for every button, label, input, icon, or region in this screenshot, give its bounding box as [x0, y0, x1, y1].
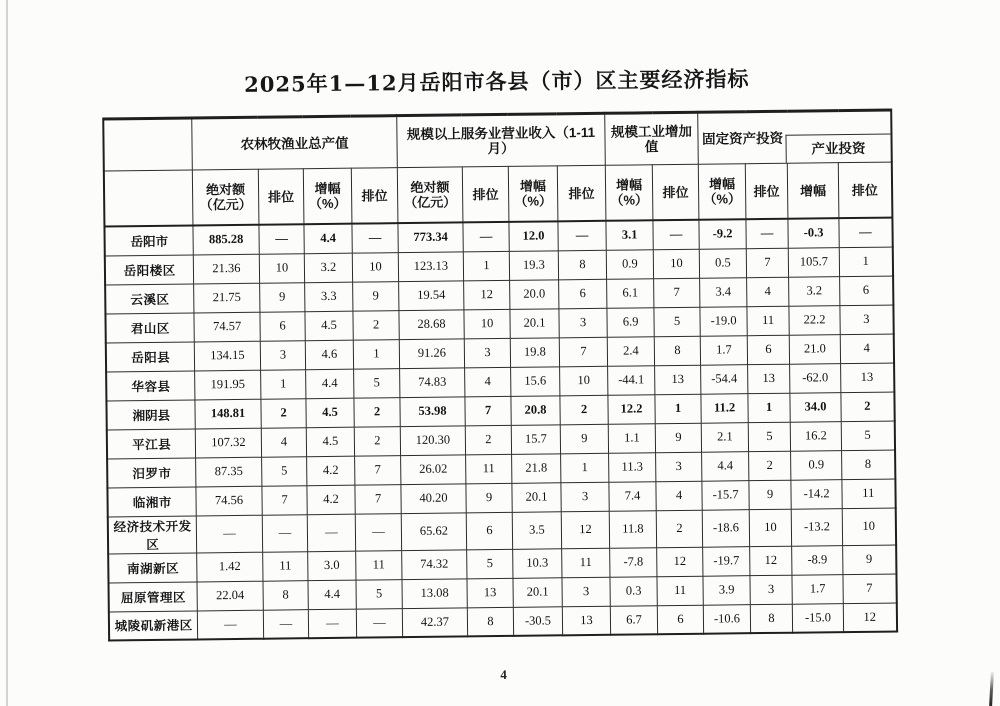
data-cell: 4	[747, 277, 789, 306]
data-cell: 20.1	[513, 577, 562, 607]
data-cell: 6	[260, 311, 305, 341]
data-cell: 3	[840, 305, 893, 335]
data-cell: 8	[654, 336, 700, 366]
region-cell: 平江县	[107, 428, 195, 458]
data-cell: 2	[465, 425, 511, 455]
sub-header-cell	[557, 165, 606, 221]
region-cell: 云溪区	[106, 283, 194, 313]
data-cell: 6	[657, 605, 703, 635]
region-cell: 岳阳楼区	[105, 254, 193, 284]
data-cell: -54.4	[701, 364, 748, 394]
data-cell: 8	[467, 607, 513, 637]
data-cell: 8	[558, 250, 606, 280]
col-group-industry-investment: 产业投资	[786, 134, 891, 163]
data-cell: 3.1	[606, 220, 653, 250]
sub-header-cell	[303, 168, 352, 224]
scan-corner-artifact	[989, 672, 994, 706]
data-cell: —	[307, 514, 355, 552]
data-cell: 13.08	[402, 578, 467, 608]
data-cell: 3.9	[703, 575, 750, 605]
data-cell: 11.2	[701, 393, 748, 423]
data-cell: —	[263, 609, 308, 639]
data-cell: 8	[263, 580, 308, 610]
col-group-fixed-and-industry	[698, 110, 892, 164]
data-cell: 15.7	[511, 424, 560, 454]
data-cell: 9	[843, 545, 896, 575]
data-cell: 5	[356, 579, 402, 609]
data-cell: 120.30	[400, 425, 465, 455]
data-cell: —	[463, 222, 509, 252]
region-cell: 经济技术开发区	[108, 515, 196, 553]
data-cell: 3.3	[305, 282, 353, 312]
data-cell: 20.0	[510, 279, 559, 309]
data-cell: 10.3	[513, 548, 562, 578]
data-cell: 74.57	[194, 312, 260, 342]
data-cell: 10	[352, 252, 398, 282]
data-cell: 191.95	[195, 370, 261, 400]
data-cell: -19.7	[703, 546, 750, 576]
data-cell: 21.75	[194, 283, 260, 313]
data-cell: 4	[840, 334, 893, 364]
data-cell: 53.98	[400, 396, 465, 426]
data-cell: 11	[657, 576, 703, 606]
data-cell: 12	[843, 603, 896, 633]
data-cell: 13	[841, 363, 894, 393]
data-cell: 4.4	[306, 369, 354, 399]
data-cell: 12	[464, 280, 510, 310]
data-cell: —	[196, 515, 262, 553]
data-cell: -8.9	[792, 545, 843, 575]
data-cell: 2.4	[607, 336, 654, 366]
data-cell: 2	[560, 395, 608, 425]
data-cell: 10	[842, 508, 895, 546]
data-cell: 9	[353, 281, 399, 311]
corner-blank-cell	[104, 118, 193, 171]
data-cell: 10	[464, 309, 510, 339]
sub-header-line: 排位	[472, 186, 499, 202]
data-cell: -19.0	[700, 306, 747, 336]
data-cell: —	[356, 608, 402, 638]
data-cell: 5	[748, 422, 790, 451]
data-cell: 4.4	[304, 224, 352, 254]
data-cell: 21.36	[193, 254, 259, 284]
data-cell: 40.20	[401, 483, 466, 513]
data-cell: 1	[261, 369, 306, 399]
region-cell: 城陵矶新港区	[109, 610, 197, 640]
data-cell: 1	[353, 339, 399, 369]
data-cell: 65.62	[401, 512, 466, 550]
region-blank-cell	[104, 170, 193, 226]
data-cell: 12.2	[608, 394, 655, 424]
data-cell: 2	[749, 451, 791, 480]
data-cell: -10.6	[703, 604, 750, 634]
data-cell: 5	[262, 456, 307, 486]
data-cell: 105.7	[788, 247, 839, 277]
data-cell: -13.2	[791, 508, 842, 546]
data-cell: —	[746, 219, 788, 248]
sub-header-line: 排位	[662, 184, 689, 200]
data-cell: —	[262, 514, 307, 552]
data-cell: 4	[261, 427, 306, 457]
data-cell: -7.8	[610, 547, 657, 577]
data-cell: 123.13	[398, 251, 463, 281]
region-cell: 临湘市	[108, 486, 196, 516]
sub-header-line: 增幅	[615, 177, 643, 193]
col-group-header: 农林牧渔业总产值	[192, 116, 398, 170]
data-cell: 0.9	[791, 450, 842, 480]
data-cell: —	[352, 223, 398, 253]
data-cell: 13	[467, 578, 513, 608]
data-cell: 74.32	[402, 549, 467, 579]
region-cell: 华容县	[107, 370, 195, 400]
data-cell: 22.04	[197, 581, 263, 611]
data-cell: 11	[562, 548, 610, 578]
sub-header-cell	[838, 162, 892, 218]
data-cell: -62.0	[790, 363, 841, 393]
data-cell: 3	[562, 577, 610, 607]
sub-header-line: 绝对额	[410, 179, 450, 196]
data-cell: —	[839, 218, 892, 248]
data-cell: 4.5	[305, 311, 353, 341]
data-cell: 1	[561, 453, 609, 483]
data-cell: 7	[465, 396, 511, 426]
sub-header-cell	[462, 166, 509, 222]
data-cell: 7	[654, 278, 700, 308]
sub-header-line: 绝对额	[205, 181, 246, 198]
data-cell: 74.83	[400, 367, 465, 397]
data-cell: -18.6	[702, 509, 749, 547]
data-cell: 87.35	[196, 457, 262, 487]
data-cell: 2	[656, 510, 702, 548]
data-cell: 6.7	[610, 605, 657, 635]
sub-header-cell	[745, 163, 788, 219]
data-cell: 91.26	[399, 338, 464, 368]
data-cell: 6.9	[607, 307, 654, 337]
data-cell: 11	[466, 454, 512, 484]
data-cell: 7	[355, 484, 401, 514]
data-cell: 15.6	[511, 366, 560, 396]
data-cell: 1.1	[608, 423, 655, 453]
sub-header-line: 排位	[851, 182, 878, 198]
data-cell: -9.2	[699, 219, 746, 249]
data-cell: 2	[354, 426, 400, 456]
sub-header-line: 排位	[753, 183, 780, 199]
data-cell: 9	[466, 483, 512, 513]
data-cell: 11	[842, 479, 895, 509]
data-cell: 10	[653, 249, 699, 279]
data-cell: 7	[746, 248, 788, 277]
data-cell: 9	[749, 480, 791, 509]
data-cell: 7.4	[609, 481, 656, 511]
page-title: 2025年1—12月岳阳市各县（市）区主要经济指标	[244, 66, 750, 97]
data-cell: 2	[353, 310, 399, 340]
data-cell: 5	[354, 368, 400, 398]
header-sub-row	[104, 162, 892, 226]
data-cell: 13	[655, 365, 701, 395]
region-cell: 岳阳市	[105, 225, 193, 255]
data-cell: 1	[748, 393, 790, 422]
data-cell: 10	[259, 253, 304, 283]
data-cell: 5	[654, 307, 700, 337]
data-cell: 4	[656, 481, 702, 511]
data-cell: 28.68	[399, 309, 464, 339]
data-cell: 10	[749, 509, 791, 546]
data-cell: 11.8	[609, 510, 656, 548]
data-cell: 0.9	[606, 249, 653, 279]
sub-header-line: 排位	[268, 188, 295, 205]
data-cell: 21.8	[512, 453, 561, 483]
data-cell: 4.2	[307, 456, 355, 486]
data-cell: 3	[559, 308, 607, 338]
sub-header-cell	[192, 169, 259, 225]
sub-header-line: 排位	[568, 185, 595, 201]
data-cell: 0.5	[699, 248, 746, 278]
data-cell: 4.4	[702, 451, 749, 481]
data-cell: 4	[465, 367, 511, 397]
data-cell: 3.5	[512, 511, 561, 549]
data-cell: 107.32	[195, 428, 261, 458]
data-cell: 4.5	[306, 398, 354, 428]
data-cell: 6	[559, 279, 607, 309]
data-cell: 3	[464, 338, 510, 368]
data-cell: 3	[750, 575, 792, 604]
header-group-row	[104, 110, 892, 171]
data-cell: 12	[750, 546, 792, 575]
sub-header-line: 增幅	[519, 178, 547, 194]
data-cell: 1.7	[700, 335, 747, 365]
data-cell: 6	[747, 335, 789, 364]
data-cell: —	[558, 221, 606, 251]
data-cell: 11	[747, 306, 789, 335]
data-cell: -30.5	[513, 606, 562, 636]
data-cell: 3.4	[700, 277, 747, 307]
data-cell: 8	[750, 604, 792, 633]
sub-header-line: （%）	[514, 193, 553, 209]
data-cell: 11	[356, 550, 402, 580]
data-cell: 134.15	[194, 341, 260, 371]
data-cell: 1	[839, 247, 892, 277]
data-cell: 4.6	[305, 340, 353, 370]
data-cell: 21.0	[789, 334, 840, 364]
data-cell: 2	[261, 398, 306, 428]
region-cell: 汨罗市	[108, 457, 196, 487]
sub-header-cell	[397, 167, 463, 223]
data-cell: 13	[562, 606, 610, 636]
page-number: 4	[500, 666, 507, 683]
sub-header-cell	[787, 163, 839, 219]
data-cell: 34.0	[790, 392, 841, 422]
region-cell: 屈原管理区	[109, 581, 197, 611]
data-cell: 3	[561, 482, 609, 512]
data-cell: 2	[354, 397, 400, 427]
data-cell: 148.81	[195, 399, 261, 429]
sub-header-cell	[351, 168, 398, 224]
data-cell: 1.42	[197, 552, 263, 582]
data-cell: 16.2	[790, 421, 841, 451]
region-cell: 岳阳县	[106, 341, 194, 371]
table-body	[105, 218, 897, 641]
data-cell: 0.3	[610, 576, 657, 606]
data-cell: 5	[841, 421, 894, 451]
data-cell: 1	[463, 251, 509, 281]
sub-header-line: （亿元）	[199, 196, 252, 213]
data-cell: 3	[260, 340, 305, 370]
data-cell: 3.2	[304, 253, 352, 283]
data-cell: 20.1	[510, 308, 559, 338]
data-cell: 13	[748, 364, 790, 393]
data-cell: 4.2	[307, 485, 355, 515]
data-cell: 9	[260, 282, 305, 312]
data-cell: —	[355, 513, 401, 551]
sub-header-line: （%）	[703, 191, 742, 207]
data-cell: 4.5	[306, 427, 354, 457]
data-cell: 20.1	[512, 482, 561, 512]
sub-header-line: （%）	[308, 195, 347, 212]
data-cell: 7	[843, 574, 896, 604]
data-cell: 42.37	[402, 607, 467, 637]
data-cell: 11.3	[609, 452, 656, 482]
data-cell: 20.8	[511, 395, 560, 425]
data-cell: 12.0	[509, 221, 558, 251]
data-cell: 3.2	[789, 276, 840, 306]
data-cell: 6	[840, 276, 893, 306]
sub-header-cell	[605, 165, 653, 221]
data-cell: 10	[560, 366, 608, 396]
col-group-header: 规模以上服务业营业收入（1-11月）	[397, 113, 606, 167]
region-cell: 君山区	[106, 312, 194, 342]
data-cell: 2.1	[701, 422, 748, 452]
data-cell: -15.0	[792, 603, 843, 633]
data-cell: 11	[263, 551, 308, 581]
sub-header-line: （%）	[610, 192, 649, 208]
table-header	[104, 110, 892, 226]
data-cell: 7	[262, 485, 307, 515]
data-cell: 12	[657, 547, 703, 577]
region-cell: 南湖新区	[109, 552, 197, 582]
col-group-header: 规模工业增加值	[605, 112, 699, 165]
data-cell: —	[308, 609, 356, 639]
sub-header-cell	[698, 164, 746, 220]
col-group-fixed-investment: 固定资产投资	[701, 130, 784, 147]
data-cell: —	[653, 220, 699, 250]
region-cell: 湘阴县	[107, 399, 195, 429]
data-cell: 3	[656, 452, 702, 482]
sub-header-cell	[258, 169, 304, 225]
data-cell: —	[259, 224, 304, 254]
data-cell: 19.54	[399, 280, 464, 310]
data-cell: 4.4	[308, 580, 356, 610]
data-cell: -15.7	[702, 480, 749, 510]
data-cell: 8	[842, 450, 895, 480]
data-cell: 9	[655, 423, 701, 453]
data-cell: -0.3	[788, 218, 839, 248]
data-cell: 773.34	[398, 222, 463, 252]
data-cell: 7	[559, 337, 607, 367]
data-cell: 5	[467, 549, 513, 579]
sub-header-line: 增幅	[314, 180, 341, 197]
sub-header-line: 增幅	[708, 176, 736, 192]
data-cell: 1.7	[792, 574, 843, 604]
economic-indicators-table	[103, 109, 898, 642]
sub-header-cell	[652, 164, 699, 220]
data-cell: 3.0	[308, 551, 356, 581]
data-cell: 74.56	[196, 486, 262, 516]
data-cell: 9	[560, 424, 608, 454]
data-cell: 19.8	[510, 337, 559, 367]
data-cell: 2	[841, 392, 894, 422]
data-cell: -44.1	[608, 365, 655, 395]
data-cell: 22.2	[789, 305, 840, 335]
data-cell: 885.28	[193, 225, 259, 255]
data-cell: 6	[466, 512, 512, 550]
data-cell: —	[197, 610, 263, 640]
data-cell: -14.2	[791, 479, 842, 509]
sub-header-line: 排位	[361, 187, 388, 204]
data-cell: 26.02	[401, 454, 466, 484]
data-cell: 6.1	[607, 278, 654, 308]
data-cell: 12	[561, 511, 609, 549]
data-cell: 19.3	[509, 250, 558, 280]
sub-header-line: （亿元）	[404, 194, 457, 211]
sub-header-cell	[508, 166, 558, 222]
sub-header-line: 增幅	[800, 182, 827, 199]
data-cell: 7	[355, 455, 401, 485]
data-cell: 1	[655, 394, 701, 424]
